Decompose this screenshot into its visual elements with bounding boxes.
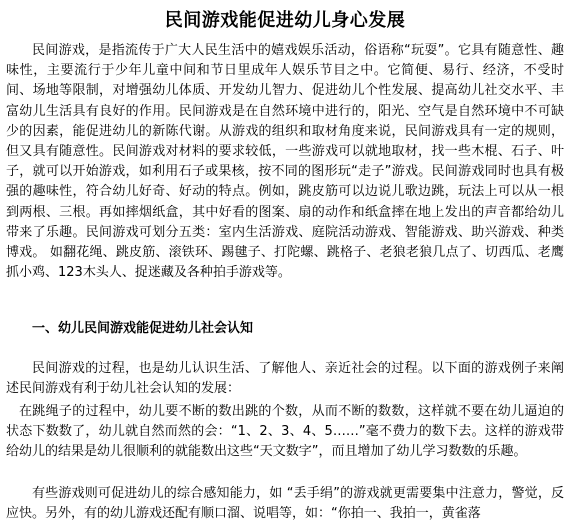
intro-paragraph: 民间游戏，是指流传于广大人民生活中的嬉戏娱乐活动，俗语称“玩耍”。它具有随意性、趣味性，主要流行于少年儿童中间和节日里成年人娱乐节目之中。它简便、易行、经济，不受时间、场地等限制，对增强幼儿体质、开发幼儿智力、促进幼儿个性发展、提高幼儿社交水平、丰富幼儿生活具有良好的作用。民间游戏是在自然环境中进行的，阳光、空气是自然环境中不可缺少的因素，能促进幼儿的新陈代谢。从游戏的组织和取材角度来说，民间游戏具有一定的规则，但又具有随意性。民间游戏对材料的要求较低，一些游戏可以就地取材，找一些木棍、石子、叶子，就可以开始游戏，如利用石子或果核，按不同的图形玩“走子”游戏。民间游戏同时也具有极强的趣味性，符合幼儿好奇、好动的特点。例如，跳皮筋可以边说儿歌边跳，玩法上可以从一根到两根、三根。再如摔烟纸盒，其中好看的图案、扇的动作和纸盒摔在地上发出的声音都给幼儿带来了乐趣。民间游戏可划分五类：室内生活游戏、庭院活动游戏、智能游戏、助兴游戏、种类博戏。 如翻花绳、跳皮筋、滚铁环、踢毽子、打陀螺、跳格子、老狼老狼几点了、切西瓜、老鹰抓小鸡、123木头人、捉迷藏及各种拍手游戏等。: [6, 43, 564, 281]
jump-rope-paragraph: 在跳绳子的过程中，幼儿要不断的数出跳的个数，从而不断的数数，这样就不要在幼儿逼迫的状态下数数了，幼儿就自然而然的会：“1、2、3、4、5……”毫不费力的数下去。这样的游戏带给幼儿的结果是幼儿很顺利的就能数出这些“天文数字”，而且增加了幼儿学习数数的乐趣。: [6, 404, 564, 460]
social-cognition-paragraph: 民间游戏的过程，也是幼儿认识生活、了解他人、亲近社会的过程。以下面的游戏例子来阐述民间游戏有利于幼儿社会认知的发展：: [6, 361, 564, 397]
document-title: 民间游戏能促进幼儿身心发展: [164, 10, 406, 31]
perception-paragraph: 有些游戏则可促进幼儿的综合感知能力，如 “丢手绢”的游戏就更需要集中注意力，警觉，反应快。另外，有的幼儿游戏还配有顺口溜、说唱等，如：“你拍一、我拍一，黄雀落: [6, 486, 564, 522]
section-heading-social-cognition: 一、幼儿民间游戏能促进幼儿社会认知: [32, 321, 254, 336]
